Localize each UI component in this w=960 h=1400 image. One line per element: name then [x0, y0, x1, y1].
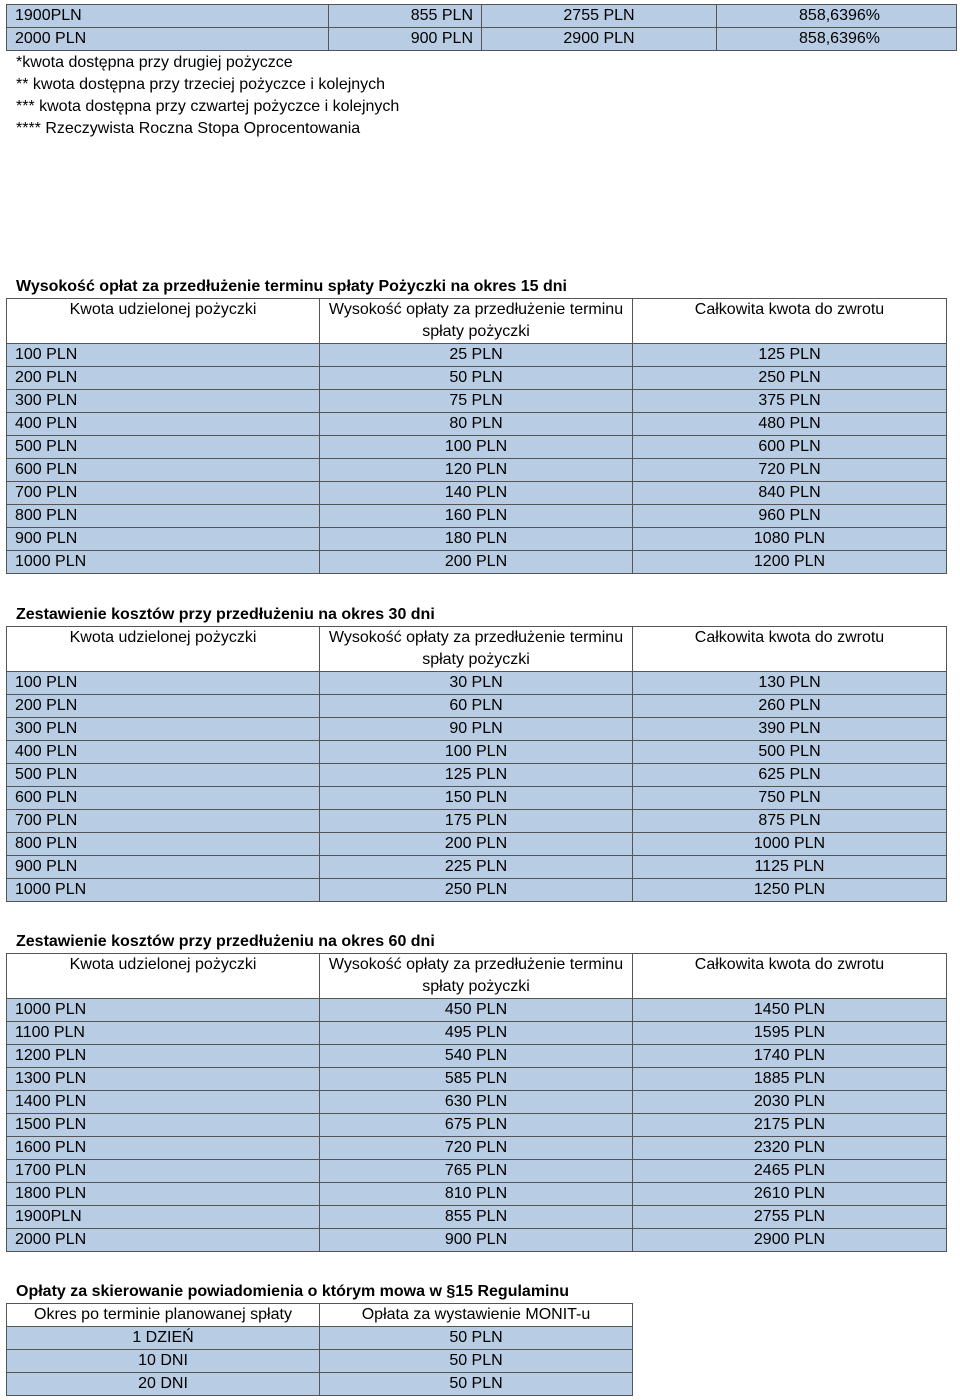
table-cell: 130 PLN	[633, 672, 947, 695]
table-cell: 225 PLN	[320, 856, 633, 879]
fee-table-15-days	[6, 298, 947, 574]
column-header: Całkowita kwota do zwrotu	[633, 627, 947, 672]
monit-fee-table	[6, 1303, 633, 1396]
column-header: Wysokość opłaty za przedłużenie terminu spłaty pożyczki	[320, 954, 633, 999]
table-cell: 75 PLN	[320, 390, 633, 413]
footnote: ** kwota dostępna przy trzeciej pożyczce i kolejnych	[16, 76, 386, 93]
footnote: *** kwota dostępna przy czwartej pożyczce i kolejnych	[16, 98, 400, 115]
top-rates-table	[6, 4, 957, 51]
table-cell: 450 PLN	[320, 999, 633, 1022]
table-cell: 2900 PLN	[633, 1229, 947, 1252]
table-cell: 625 PLN	[633, 764, 947, 787]
section-30-title: Zestawienie kosztów przy przedłużeniu na okres 30 dni	[16, 606, 435, 623]
table-cell: 700 PLN	[7, 482, 320, 505]
monit-title: Opłaty za skierowanie powiadomienia o którym mowa w §15 Regulaminu	[16, 1283, 570, 1300]
table-cell: 1100 PLN	[7, 1022, 320, 1045]
table-cell: 2465 PLN	[633, 1160, 947, 1183]
table-row	[7, 413, 947, 436]
cell-total: 2755 PLN	[482, 5, 717, 28]
table-row	[7, 505, 947, 528]
table-cell: 2610 PLN	[633, 1183, 947, 1206]
table-cell: 2755 PLN	[633, 1206, 947, 1229]
table-cell: 50 PLN	[320, 1327, 633, 1350]
table-cell: 140 PLN	[320, 482, 633, 505]
cell-fee: 855 PLN	[329, 5, 482, 28]
table-row	[7, 367, 947, 390]
table-cell: 120 PLN	[320, 459, 633, 482]
table-cell: 1600 PLN	[7, 1137, 320, 1160]
table-cell: 1 DZIEŃ	[7, 1327, 320, 1350]
table-cell: 125 PLN	[320, 764, 633, 787]
table-cell: 600 PLN	[7, 787, 320, 810]
table-cell: 175 PLN	[320, 810, 633, 833]
table-header-row	[7, 299, 947, 344]
table-cell: 1200 PLN	[633, 551, 947, 574]
table-cell: 765 PLN	[320, 1160, 633, 1183]
table-cell: 900 PLN	[7, 856, 320, 879]
table-cell: 100 PLN	[320, 741, 633, 764]
table-row	[7, 718, 947, 741]
table-cell: 600 PLN	[633, 436, 947, 459]
table-row	[7, 1137, 947, 1160]
table-row	[7, 672, 947, 695]
table-cell: 1400 PLN	[7, 1091, 320, 1114]
table-cell: 80 PLN	[320, 413, 633, 436]
table-row	[7, 787, 947, 810]
column-header: Kwota udzielonej pożyczki	[7, 299, 320, 344]
cell-amount: 1900PLN	[7, 5, 329, 28]
table-row	[7, 1114, 947, 1137]
table-row	[7, 1022, 947, 1045]
table-cell: 20 DNI	[7, 1373, 320, 1396]
table-cell: 675 PLN	[320, 1114, 633, 1137]
table-row	[7, 1068, 947, 1091]
table-cell: 200 PLN	[320, 833, 633, 856]
fee-table-30-days	[6, 626, 947, 902]
table-cell: 100 PLN	[7, 344, 320, 367]
table-cell: 2030 PLN	[633, 1091, 947, 1114]
table-cell: 1800 PLN	[7, 1183, 320, 1206]
table-cell: 585 PLN	[320, 1068, 633, 1091]
table-row	[7, 1350, 633, 1373]
table-row	[7, 1206, 947, 1229]
table-cell: 200 PLN	[7, 695, 320, 718]
table-cell: 1000 PLN	[633, 833, 947, 856]
table-cell: 630 PLN	[320, 1091, 633, 1114]
table-cell: 1000 PLN	[7, 879, 320, 902]
table-row	[7, 1373, 633, 1396]
table-cell: 100 PLN	[320, 436, 633, 459]
table-cell: 750 PLN	[633, 787, 947, 810]
table-row	[7, 1160, 947, 1183]
table-cell: 150 PLN	[320, 787, 633, 810]
section-60-title: Zestawienie kosztów przy przedłużeniu na okres 60 dni	[16, 933, 435, 950]
table-cell: 900 PLN	[320, 1229, 633, 1252]
table-cell: 50 PLN	[320, 367, 633, 390]
table-row	[7, 833, 947, 856]
table-cell: 160 PLN	[320, 505, 633, 528]
footnotes	[16, 52, 399, 140]
table-row	[7, 1327, 633, 1350]
column-header: Wysokość opłaty za przedłużenie terminu spłaty pożyczki	[320, 299, 633, 344]
table-cell: 1300 PLN	[7, 1068, 320, 1091]
table-row	[7, 695, 947, 718]
table-cell: 1700 PLN	[7, 1160, 320, 1183]
table-cell: 720 PLN	[320, 1137, 633, 1160]
table-cell: 90 PLN	[320, 718, 633, 741]
table-cell: 390 PLN	[633, 718, 947, 741]
table-cell: 250 PLN	[633, 367, 947, 390]
table-cell: 855 PLN	[320, 1206, 633, 1229]
table-row	[7, 1183, 947, 1206]
table-row	[7, 810, 947, 833]
table-row	[7, 999, 947, 1022]
table-header-row	[7, 954, 947, 999]
table-row	[7, 1091, 947, 1114]
table-cell: 260 PLN	[633, 695, 947, 718]
table-cell: 30 PLN	[320, 672, 633, 695]
column-header: Wysokość opłaty za przedłużenie terminu spłaty pożyczki	[320, 627, 633, 672]
table-cell: 1900PLN	[7, 1206, 320, 1229]
table-cell: 810 PLN	[320, 1183, 633, 1206]
table-cell: 1885 PLN	[633, 1068, 947, 1091]
cell-total: 2900 PLN	[482, 28, 717, 51]
table-cell: 720 PLN	[633, 459, 947, 482]
footnote: **** Rzeczywista Roczna Stopa Oprocentowania	[16, 120, 361, 137]
table-row	[7, 1045, 947, 1068]
table-row	[7, 764, 947, 787]
table-cell: 840 PLN	[633, 482, 947, 505]
table-cell: 100 PLN	[7, 672, 320, 695]
table-row	[7, 436, 947, 459]
column-header: Opłata za wystawienie MONIT-u	[320, 1304, 633, 1327]
table-cell: 200 PLN	[320, 551, 633, 574]
table-row	[7, 1229, 947, 1252]
table-cell: 300 PLN	[7, 718, 320, 741]
table-cell: 400 PLN	[7, 741, 320, 764]
table-cell: 1125 PLN	[633, 856, 947, 879]
table-cell: 250 PLN	[320, 879, 633, 902]
table-cell: 300 PLN	[7, 390, 320, 413]
table-cell: 1740 PLN	[633, 1045, 947, 1068]
table-cell: 500 PLN	[633, 741, 947, 764]
table-cell: 800 PLN	[7, 505, 320, 528]
table-row	[7, 879, 947, 902]
table-cell: 1000 PLN	[7, 551, 320, 574]
table-cell: 1250 PLN	[633, 879, 947, 902]
column-header: Kwota udzielonej pożyczki	[7, 954, 320, 999]
table-row	[7, 28, 957, 51]
table-cell: 1500 PLN	[7, 1114, 320, 1137]
table-cell: 180 PLN	[320, 528, 633, 551]
cell-rrso: 858,6396%	[717, 28, 957, 51]
section-15-title: Wysokość opłat za przedłużenie terminu spłaty Pożyczki na okres 15 dni	[16, 278, 567, 295]
table-cell: 10 DNI	[7, 1350, 320, 1373]
table-cell: 600 PLN	[7, 459, 320, 482]
table-row	[7, 459, 947, 482]
table-cell: 875 PLN	[633, 810, 947, 833]
table-cell: 200 PLN	[7, 367, 320, 390]
fee-table-60-days	[6, 953, 947, 1252]
column-header: Całkowita kwota do zwrotu	[633, 954, 947, 999]
table-cell: 60 PLN	[320, 695, 633, 718]
table-cell: 2175 PLN	[633, 1114, 947, 1137]
cell-amount: 2000 PLN	[7, 28, 329, 51]
column-header: Okres po terminie planowanej spłaty	[7, 1304, 320, 1327]
table-cell: 700 PLN	[7, 810, 320, 833]
table-cell: 25 PLN	[320, 344, 633, 367]
table-cell: 500 PLN	[7, 764, 320, 787]
table-cell: 1000 PLN	[7, 999, 320, 1022]
table-header-row	[7, 1304, 633, 1327]
column-header: Całkowita kwota do zwrotu	[633, 299, 947, 344]
table-cell: 960 PLN	[633, 505, 947, 528]
table-cell: 1595 PLN	[633, 1022, 947, 1045]
table-row	[7, 551, 947, 574]
column-header: Kwota udzielonej pożyczki	[7, 627, 320, 672]
cell-fee: 900 PLN	[329, 28, 482, 51]
table-cell: 1080 PLN	[633, 528, 947, 551]
table-cell: 375 PLN	[633, 390, 947, 413]
table-cell: 2320 PLN	[633, 1137, 947, 1160]
table-cell: 800 PLN	[7, 833, 320, 856]
table-cell: 2000 PLN	[7, 1229, 320, 1252]
table-row	[7, 5, 957, 28]
table-cell: 1450 PLN	[633, 999, 947, 1022]
footnote: *kwota dostępna przy drugiej pożyczce	[16, 54, 293, 71]
table-cell: 480 PLN	[633, 413, 947, 436]
table-cell: 400 PLN	[7, 413, 320, 436]
table-row	[7, 528, 947, 551]
table-cell: 540 PLN	[320, 1045, 633, 1068]
table-row	[7, 482, 947, 505]
table-row	[7, 390, 947, 413]
table-header-row	[7, 627, 947, 672]
cell-rrso: 858,6396%	[717, 5, 957, 28]
table-row	[7, 344, 947, 367]
table-cell: 1200 PLN	[7, 1045, 320, 1068]
table-cell: 50 PLN	[320, 1373, 633, 1396]
table-cell: 495 PLN	[320, 1022, 633, 1045]
table-row	[7, 741, 947, 764]
table-cell: 500 PLN	[7, 436, 320, 459]
table-cell: 50 PLN	[320, 1350, 633, 1373]
table-cell: 900 PLN	[7, 528, 320, 551]
table-cell: 125 PLN	[633, 344, 947, 367]
table-row	[7, 856, 947, 879]
